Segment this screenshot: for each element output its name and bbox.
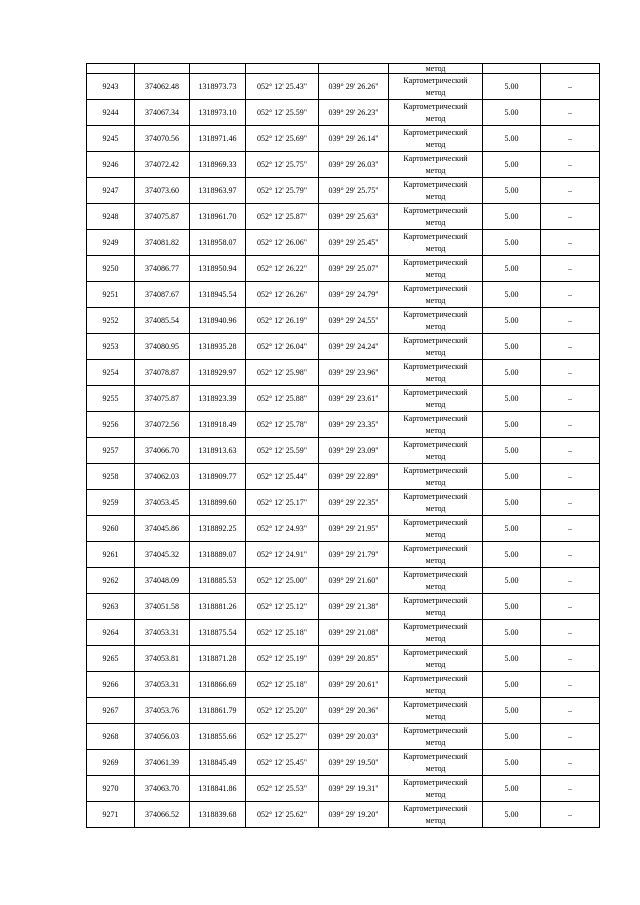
table-row [87,178,600,204]
x-coordinate-cell: 374062.03 [135,464,190,490]
longitude-cell: 039° 29' 19.31" [319,776,389,802]
table-row [87,802,600,828]
x-coordinate-cell: 374062.48 [135,74,190,100]
note-cell: – [541,438,600,464]
y-coordinate-cell: 1318973.73 [190,74,246,100]
table-row [87,594,600,620]
y-coordinate-cell: 1318866.69 [190,672,246,698]
latitude-cell: 052° 12' 26.26" [246,282,319,308]
accuracy-cell: 5.00 [483,724,541,750]
table-row [87,74,600,100]
y-coordinate-cell: 1318913.63 [190,438,246,464]
method-cell: Картометрический метод [389,100,483,126]
table-body [87,64,600,828]
accuracy-cell: 5.00 [483,516,541,542]
method-cell: Картометрический метод [389,568,483,594]
table-row [87,282,600,308]
y-coordinate-cell: 1318909.77 [190,464,246,490]
accuracy-cell: 5.00 [483,386,541,412]
x-coordinate-cell: 374061.39 [135,750,190,776]
method-cell: Картометрический метод [389,282,483,308]
longitude-cell: 039° 29' 21.60" [319,568,389,594]
point-number-cell: 9243 [87,74,135,100]
longitude-cell: 039° 29' 25.63" [319,204,389,230]
x-coordinate-cell: 374072.42 [135,152,190,178]
table-row [87,646,600,672]
accuracy-cell: 5.00 [483,360,541,386]
y-coordinate-cell: 1318945.54 [190,282,246,308]
note-cell: – [541,204,600,230]
latitude-cell: 052° 12' 24.93" [246,516,319,542]
method-cell: Картометрический метод [389,334,483,360]
y-coordinate-cell: 1318871.28 [190,646,246,672]
continuation-cell [87,64,135,74]
coordinates-table [86,63,600,828]
method-cell: Картометрический метод [389,698,483,724]
method-cell: Картометрический метод [389,438,483,464]
longitude-cell: 039° 29' 20.03" [319,724,389,750]
point-number-cell: 9248 [87,204,135,230]
longitude-cell: 039° 29' 21.08" [319,620,389,646]
accuracy-cell: 5.00 [483,412,541,438]
latitude-cell: 052° 12' 25.79" [246,178,319,204]
latitude-cell: 052° 12' 25.88" [246,386,319,412]
y-coordinate-cell: 1318923.39 [190,386,246,412]
longitude-cell: 039° 29' 19.20" [319,802,389,828]
longitude-cell: 039° 29' 21.38" [319,594,389,620]
point-number-cell: 9250 [87,256,135,282]
longitude-cell: 039° 29' 24.55" [319,308,389,334]
y-coordinate-cell: 1318950.94 [190,256,246,282]
longitude-cell: 039° 29' 23.96" [319,360,389,386]
x-coordinate-cell: 374053.45 [135,490,190,516]
note-cell: – [541,802,600,828]
y-coordinate-cell: 1318861.79 [190,698,246,724]
x-coordinate-cell: 374073.60 [135,178,190,204]
method-cell: Картометрический метод [389,594,483,620]
table-row [87,620,600,646]
y-coordinate-cell: 1318881.26 [190,594,246,620]
latitude-cell: 052° 12' 26.04" [246,334,319,360]
note-cell: – [541,672,600,698]
x-coordinate-cell: 374080.95 [135,334,190,360]
method-cell: Картометрический метод [389,672,483,698]
table-row [87,776,600,802]
note-cell: – [541,464,600,490]
point-number-cell: 9245 [87,126,135,152]
method-cell: Картометрический метод [389,724,483,750]
accuracy-cell: 5.00 [483,152,541,178]
accuracy-cell: 5.00 [483,490,541,516]
point-number-cell: 9256 [87,412,135,438]
latitude-cell: 052° 12' 25.00" [246,568,319,594]
accuracy-cell: 5.00 [483,464,541,490]
method-cell: Картометрический метод [389,802,483,828]
longitude-cell: 039° 29' 20.36" [319,698,389,724]
table-row [87,100,600,126]
table-row [87,204,600,230]
y-coordinate-cell: 1318892.25 [190,516,246,542]
continuation-cell [541,64,600,74]
y-coordinate-cell: 1318918.49 [190,412,246,438]
note-cell: – [541,360,600,386]
latitude-cell: 052° 12' 25.69" [246,126,319,152]
latitude-cell: 052° 12' 25.78" [246,412,319,438]
longitude-cell: 039° 29' 20.85" [319,646,389,672]
longitude-cell: 039° 29' 24.79" [319,282,389,308]
continuation-cell [319,64,389,74]
method-cell: Картометрический метод [389,178,483,204]
method-cell: Картометрический метод [389,386,483,412]
method-cell: Картометрический метод [389,620,483,646]
point-number-cell: 9258 [87,464,135,490]
continuation-row [87,64,600,74]
method-cell: Картометрический метод [389,464,483,490]
point-number-cell: 9247 [87,178,135,204]
note-cell: – [541,516,600,542]
table-row [87,568,600,594]
note-cell: – [541,386,600,412]
longitude-cell: 039° 29' 25.07" [319,256,389,282]
point-number-cell: 9264 [87,620,135,646]
y-coordinate-cell: 1318961.70 [190,204,246,230]
longitude-cell: 039° 29' 26.26" [319,74,389,100]
method-cell: Картометрический метод [389,490,483,516]
longitude-cell: 039° 29' 24.24" [319,334,389,360]
accuracy-cell: 5.00 [483,204,541,230]
note-cell: – [541,646,600,672]
table-row [87,490,600,516]
longitude-cell: 039° 29' 23.61" [319,386,389,412]
point-number-cell: 9270 [87,776,135,802]
x-coordinate-cell: 374063.70 [135,776,190,802]
note-cell: – [541,256,600,282]
point-number-cell: 9269 [87,750,135,776]
point-number-cell: 9266 [87,672,135,698]
longitude-cell: 039° 29' 23.09" [319,438,389,464]
accuracy-cell: 5.00 [483,334,541,360]
latitude-cell: 052° 12' 25.12" [246,594,319,620]
x-coordinate-cell: 374075.87 [135,386,190,412]
table-row [87,698,600,724]
y-coordinate-cell: 1318839.68 [190,802,246,828]
note-cell: – [541,490,600,516]
point-number-cell: 9253 [87,334,135,360]
point-number-cell: 9254 [87,360,135,386]
method-cell: Картометрический метод [389,412,483,438]
note-cell: – [541,594,600,620]
y-coordinate-cell: 1318889.07 [190,542,246,568]
longitude-cell: 039° 29' 22.89" [319,464,389,490]
continuation-cell [483,64,541,74]
x-coordinate-cell: 374067.34 [135,100,190,126]
table-row [87,360,600,386]
method-cell: Картометрический метод [389,776,483,802]
table-row [87,230,600,256]
accuracy-cell: 5.00 [483,256,541,282]
point-number-cell: 9267 [87,698,135,724]
x-coordinate-cell: 374053.31 [135,620,190,646]
latitude-cell: 052° 12' 25.98" [246,360,319,386]
latitude-cell: 052° 12' 26.06" [246,230,319,256]
latitude-cell: 052° 12' 25.62" [246,802,319,828]
y-coordinate-cell: 1318940.96 [190,308,246,334]
method-cell: Картометрический метод [389,230,483,256]
method-cell: Картометрический метод [389,542,483,568]
table-row [87,516,600,542]
longitude-cell: 039° 29' 20.61" [319,672,389,698]
x-coordinate-cell: 374045.86 [135,516,190,542]
latitude-cell: 052° 12' 26.22" [246,256,319,282]
latitude-cell: 052° 12' 25.27" [246,724,319,750]
x-coordinate-cell: 374066.52 [135,802,190,828]
continuation-method-cell: метод [389,64,483,74]
table-row [87,464,600,490]
x-coordinate-cell: 374053.76 [135,698,190,724]
accuracy-cell: 5.00 [483,282,541,308]
point-number-cell: 9246 [87,152,135,178]
x-coordinate-cell: 374053.31 [135,672,190,698]
note-cell: – [541,750,600,776]
x-coordinate-cell: 374056.03 [135,724,190,750]
note-cell: – [541,308,600,334]
point-number-cell: 9263 [87,594,135,620]
x-coordinate-cell: 374045.32 [135,542,190,568]
y-coordinate-cell: 1318855.66 [190,724,246,750]
y-coordinate-cell: 1318971.46 [190,126,246,152]
method-cell: Картометрический метод [389,256,483,282]
point-number-cell: 9261 [87,542,135,568]
accuracy-cell: 5.00 [483,776,541,802]
longitude-cell: 039° 29' 26.23" [319,100,389,126]
accuracy-cell: 5.00 [483,750,541,776]
y-coordinate-cell: 1318875.54 [190,620,246,646]
latitude-cell: 052° 12' 25.18" [246,620,319,646]
x-coordinate-cell: 374087.67 [135,282,190,308]
latitude-cell: 052° 12' 25.43" [246,74,319,100]
point-number-cell: 9249 [87,230,135,256]
accuracy-cell: 5.00 [483,646,541,672]
latitude-cell: 052° 12' 25.59" [246,100,319,126]
longitude-cell: 039° 29' 22.35" [319,490,389,516]
continuation-cell [135,64,190,74]
method-cell: Картометрический метод [389,308,483,334]
point-number-cell: 9260 [87,516,135,542]
latitude-cell: 052° 12' 24.91" [246,542,319,568]
table-row [87,256,600,282]
note-cell: – [541,724,600,750]
y-coordinate-cell: 1318929.97 [190,360,246,386]
note-cell: – [541,568,600,594]
point-number-cell: 9251 [87,282,135,308]
point-number-cell: 9257 [87,438,135,464]
latitude-cell: 052° 12' 25.75" [246,152,319,178]
point-number-cell: 9265 [87,646,135,672]
longitude-cell: 039° 29' 26.14" [319,126,389,152]
accuracy-cell: 5.00 [483,74,541,100]
method-cell: Картометрический метод [389,646,483,672]
table-row [87,724,600,750]
point-number-cell: 9244 [87,100,135,126]
method-cell: Картометрический метод [389,360,483,386]
y-coordinate-cell: 1318899.60 [190,490,246,516]
latitude-cell: 052° 12' 25.53" [246,776,319,802]
note-cell: – [541,412,600,438]
latitude-cell: 052° 12' 25.44" [246,464,319,490]
table-row [87,386,600,412]
latitude-cell: 052° 12' 25.59" [246,438,319,464]
point-number-cell: 9271 [87,802,135,828]
accuracy-cell: 5.00 [483,126,541,152]
table-row [87,542,600,568]
note-cell: – [541,282,600,308]
x-coordinate-cell: 374086.77 [135,256,190,282]
table-row [87,152,600,178]
x-coordinate-cell: 374081.82 [135,230,190,256]
longitude-cell: 039° 29' 23.35" [319,412,389,438]
note-cell: – [541,230,600,256]
accuracy-cell: 5.00 [483,100,541,126]
table-row [87,672,600,698]
longitude-cell: 039° 29' 21.95" [319,516,389,542]
accuracy-cell: 5.00 [483,802,541,828]
y-coordinate-cell: 1318845.49 [190,750,246,776]
y-coordinate-cell: 1318958.07 [190,230,246,256]
note-cell: – [541,178,600,204]
accuracy-cell: 5.00 [483,438,541,464]
y-coordinate-cell: 1318973.10 [190,100,246,126]
latitude-cell: 052° 12' 25.87" [246,204,319,230]
method-cell: Картометрический метод [389,126,483,152]
longitude-cell: 039° 29' 26.03" [319,152,389,178]
continuation-cell [190,64,246,74]
latitude-cell: 052° 12' 26.19" [246,308,319,334]
longitude-cell: 039° 29' 25.75" [319,178,389,204]
longitude-cell: 039° 29' 25.45" [319,230,389,256]
method-cell: Картометрический метод [389,74,483,100]
table-row [87,750,600,776]
latitude-cell: 052° 12' 25.20" [246,698,319,724]
method-cell: Картометрический метод [389,204,483,230]
note-cell: – [541,126,600,152]
x-coordinate-cell: 374066.70 [135,438,190,464]
accuracy-cell: 5.00 [483,594,541,620]
x-coordinate-cell: 374053.81 [135,646,190,672]
note-cell: – [541,776,600,802]
method-cell: Картометрический метод [389,750,483,776]
x-coordinate-cell: 374075.87 [135,204,190,230]
table-row [87,412,600,438]
note-cell: – [541,620,600,646]
accuracy-cell: 5.00 [483,178,541,204]
point-number-cell: 9252 [87,308,135,334]
note-cell: – [541,542,600,568]
y-coordinate-cell: 1318969.33 [190,152,246,178]
y-coordinate-cell: 1318841.86 [190,776,246,802]
x-coordinate-cell: 374072.56 [135,412,190,438]
note-cell: – [541,100,600,126]
coordinates-table-page [86,63,599,828]
accuracy-cell: 5.00 [483,620,541,646]
x-coordinate-cell: 374048.09 [135,568,190,594]
y-coordinate-cell: 1318885.53 [190,568,246,594]
table-row [87,308,600,334]
accuracy-cell: 5.00 [483,568,541,594]
x-coordinate-cell: 374078.87 [135,360,190,386]
point-number-cell: 9268 [87,724,135,750]
note-cell: – [541,74,600,100]
table-row [87,334,600,360]
note-cell: – [541,334,600,360]
latitude-cell: 052° 12' 25.45" [246,750,319,776]
continuation-cell [246,64,319,74]
point-number-cell: 9262 [87,568,135,594]
accuracy-cell: 5.00 [483,698,541,724]
method-cell: Картометрический метод [389,152,483,178]
y-coordinate-cell: 1318963.97 [190,178,246,204]
longitude-cell: 039° 29' 21.79" [319,542,389,568]
x-coordinate-cell: 374051.58 [135,594,190,620]
y-coordinate-cell: 1318935.28 [190,334,246,360]
latitude-cell: 052° 12' 25.19" [246,646,319,672]
latitude-cell: 052° 12' 25.17" [246,490,319,516]
x-coordinate-cell: 374070.56 [135,126,190,152]
table-row [87,438,600,464]
accuracy-cell: 5.00 [483,542,541,568]
point-number-cell: 9259 [87,490,135,516]
table-row [87,126,600,152]
x-coordinate-cell: 374085.54 [135,308,190,334]
accuracy-cell: 5.00 [483,672,541,698]
longitude-cell: 039° 29' 19.50" [319,750,389,776]
point-number-cell: 9255 [87,386,135,412]
note-cell: – [541,152,600,178]
accuracy-cell: 5.00 [483,308,541,334]
note-cell: – [541,698,600,724]
method-cell: Картометрический метод [389,516,483,542]
latitude-cell: 052° 12' 25.18" [246,672,319,698]
accuracy-cell: 5.00 [483,230,541,256]
